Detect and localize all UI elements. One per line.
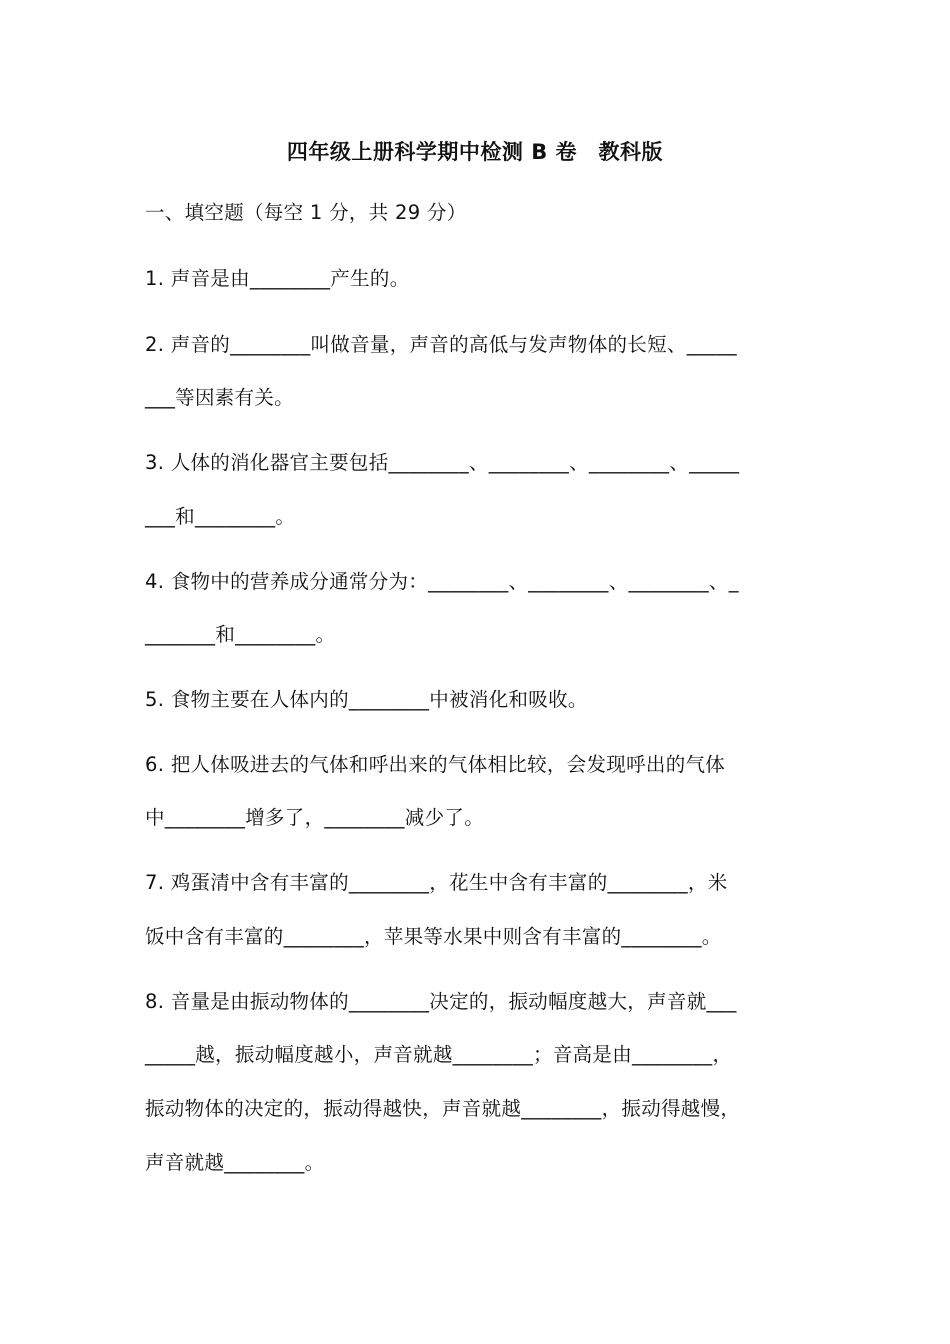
question-2-line-1: 2. 声音的________叫做音量，声音的高低与发声物体的长短、_____ [145,333,737,356]
question-8-line-1: 8. 音量是由振动物体的________决定的，振动幅度越大，声音就___ [145,990,737,1013]
question-8-line-2: _____越，振动幅度越小，声音就越________；音高是由________， [145,1043,733,1066]
question-6-line-1: 6. 把人体吸进去的气体和呼出来的气体相比较，会发现呼出的气体 [145,753,726,776]
page-title: 四年级上册科学期中检测 B 卷 教科版 [286,140,664,164]
question-7-line-1: 7. 鸡蛋清中含有丰富的________，花生中含有丰富的________，米 [145,871,728,894]
question-2-line-2: ___等因素有关。 [145,386,294,409]
question-3-line-1: 3. 人体的消化器官主要包括________、________、________、_____ [145,451,740,474]
question-4-line-2: _______和________。 [145,623,336,646]
question-3-line-2: ___和________。 [145,505,296,528]
question-8-line-4: 声音就越________。 [145,1151,325,1174]
section-heading: 一、填空题（每空 1 分，共 29 分） [145,201,467,224]
question-8-line-3: 振动物体的决定的，振动得越快，声音就越________，振动得越慢， [145,1097,741,1120]
question-4-line-1: 4. 食物中的营养成分通常分为：________、________、________、_ [145,570,739,593]
question-1-line-1: 1. 声音是由________产生的。 [145,267,410,290]
question-5-line-1: 5. 食物主要在人体内的________中被消化和吸收。 [145,688,588,711]
question-6-line-2: 中________增多了，________减少了。 [145,806,484,829]
question-7-line-2: 饭中含有丰富的________，苹果等水果中则含有丰富的________。 [145,925,722,948]
